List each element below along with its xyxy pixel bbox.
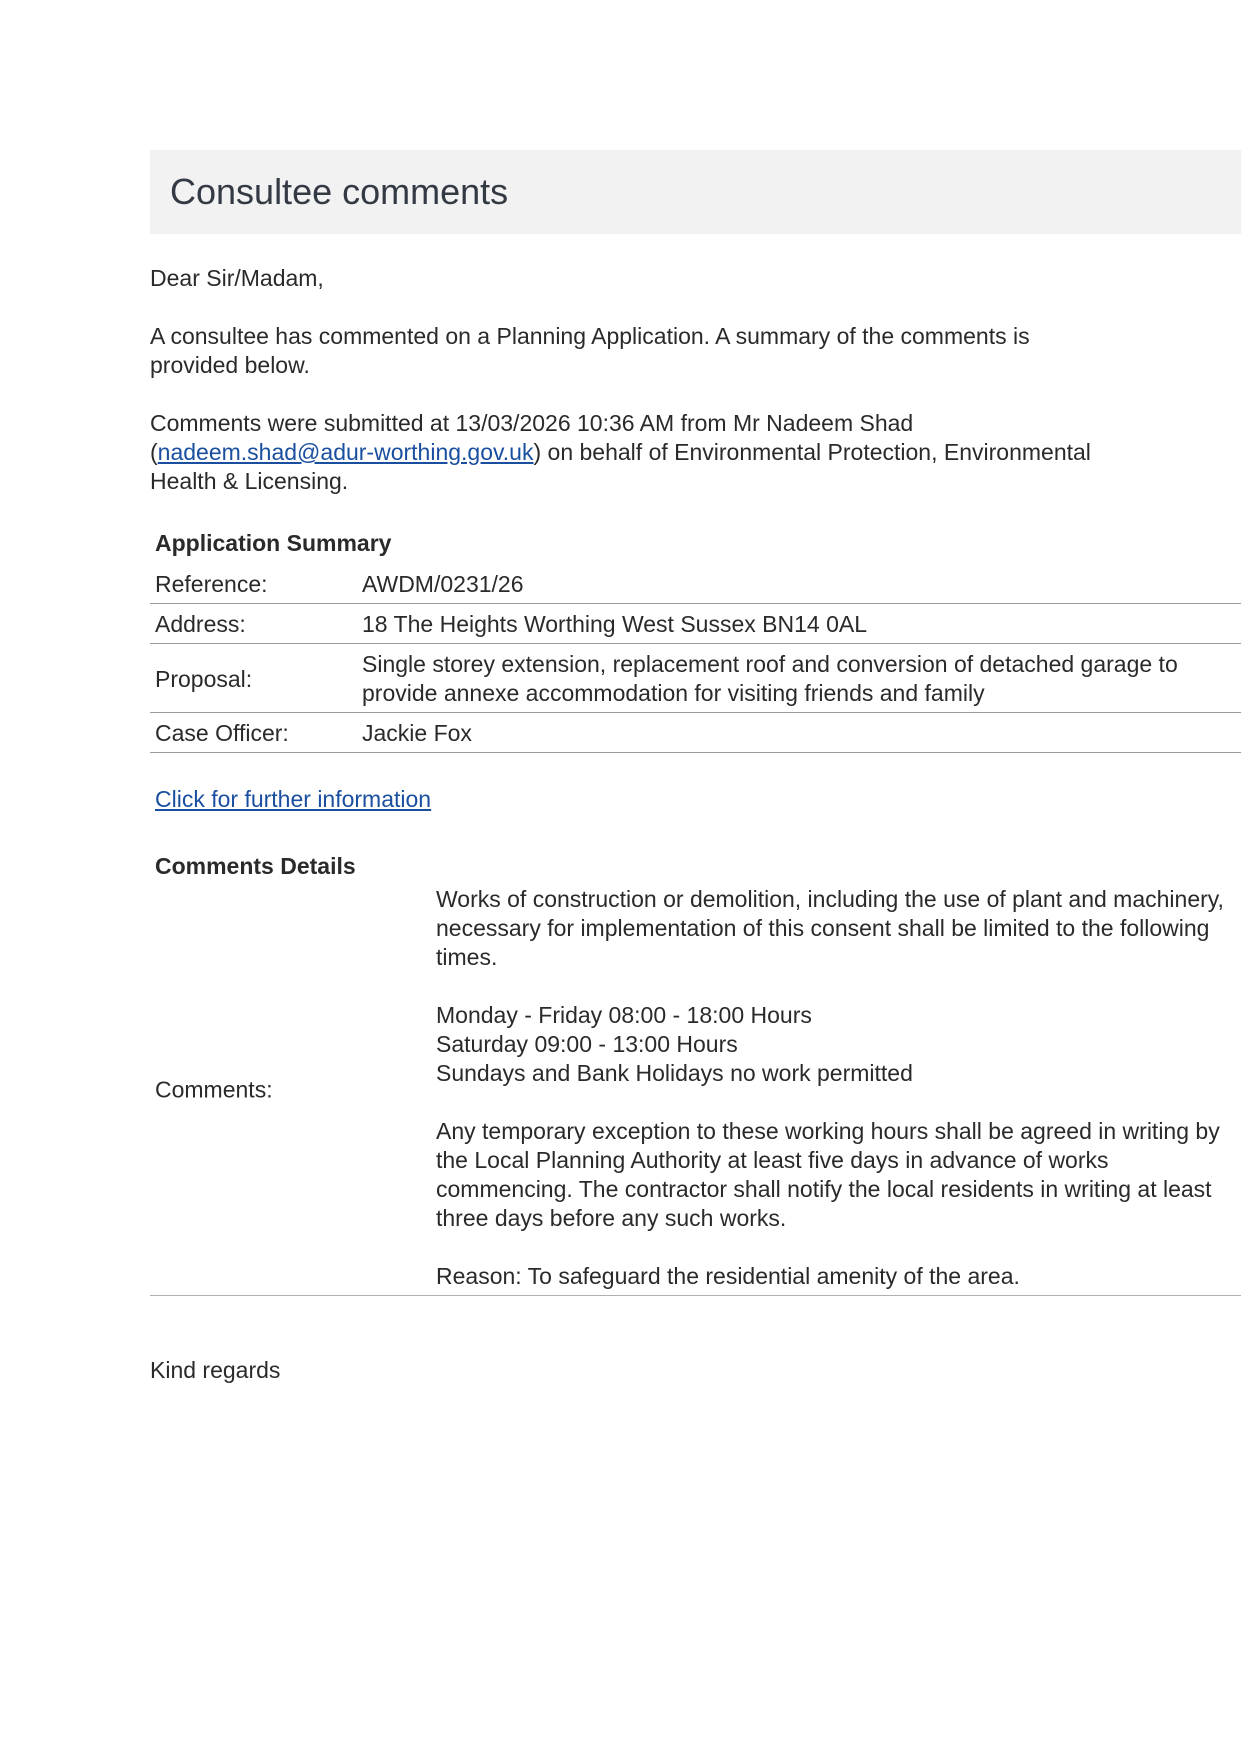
consultee-email-link[interactable]: nadeem.shad@adur-worthing.gov.uk: [157, 439, 534, 465]
hours-weekdays: Monday - Friday 08:00 - 18:00 Hours: [436, 1002, 812, 1028]
comment-paragraph: Any temporary exception to these working hours shall be agreed in writing by the Local Planning Authority at least five days in advance of works commencing. The contractor shall notify the local residents in writing at least three days before any such works.: [436, 1118, 1220, 1231]
comment-reason: Reason: To safeguard the residential amenity of the area.: [436, 1263, 1020, 1289]
hours-saturday: Saturday 09:00 - 13:00 Hours: [436, 1031, 738, 1057]
comments-label: Comments:: [155, 1076, 273, 1103]
comments-block: [150, 885, 1241, 1296]
further-information-link[interactable]: Click for further information: [155, 786, 432, 812]
working-hours: [436, 1001, 1236, 1088]
case-officer-value: Jackie Fox: [362, 720, 472, 746]
application-summary-title: Application Summary: [155, 530, 392, 556]
comments-details-title: Comments Details: [155, 853, 356, 879]
header-bar: [150, 150, 1241, 234]
table-row: [150, 644, 1241, 713]
address-value: 18 The Heights Worthing West Sussex BN14 0AL: [362, 611, 867, 637]
submission-prefix: Comments were submitted at 13/03/2026 10:36 AM from Mr Nadeem Shad (: [150, 410, 914, 465]
table-row: [150, 604, 1241, 644]
proposal-value: Single storey extension, replacement roof and conversion of detached garage to provide annexe accommodation for visiting friends and family: [362, 651, 1178, 706]
application-summary-table: [150, 564, 1241, 753]
case-officer-label: Case Officer:: [155, 720, 289, 746]
address-label: Address:: [155, 611, 246, 637]
greeting: Dear Sir/Madam,: [150, 265, 324, 291]
table-row: [150, 564, 1241, 604]
proposal-label: Proposal:: [155, 665, 253, 692]
submission-info: [150, 409, 1110, 496]
intro-text: A consultee has commented on a Planning Application. A summary of the comments is provided below.: [150, 323, 1030, 378]
table-row: [150, 713, 1241, 753]
reference-value: AWDM/0231/26: [362, 571, 524, 597]
email-document: [150, 150, 1241, 1385]
page-title: Consultee comments: [170, 171, 509, 212]
sign-off: Kind regards: [150, 1357, 281, 1383]
submission-suffix: ) on behalf of Environmental Protection, Environmental Health & Licensing.: [150, 439, 1091, 494]
reference-label: Reference:: [155, 571, 268, 597]
comment-paragraph: Works of construction or demolition, including the use of plant and machinery, necessary for implementation of this consent shall be limited to the following times.: [436, 886, 1224, 970]
comments-text: [436, 885, 1236, 1291]
hours-sundays: Sundays and Bank Holidays no work permitted: [436, 1060, 913, 1086]
